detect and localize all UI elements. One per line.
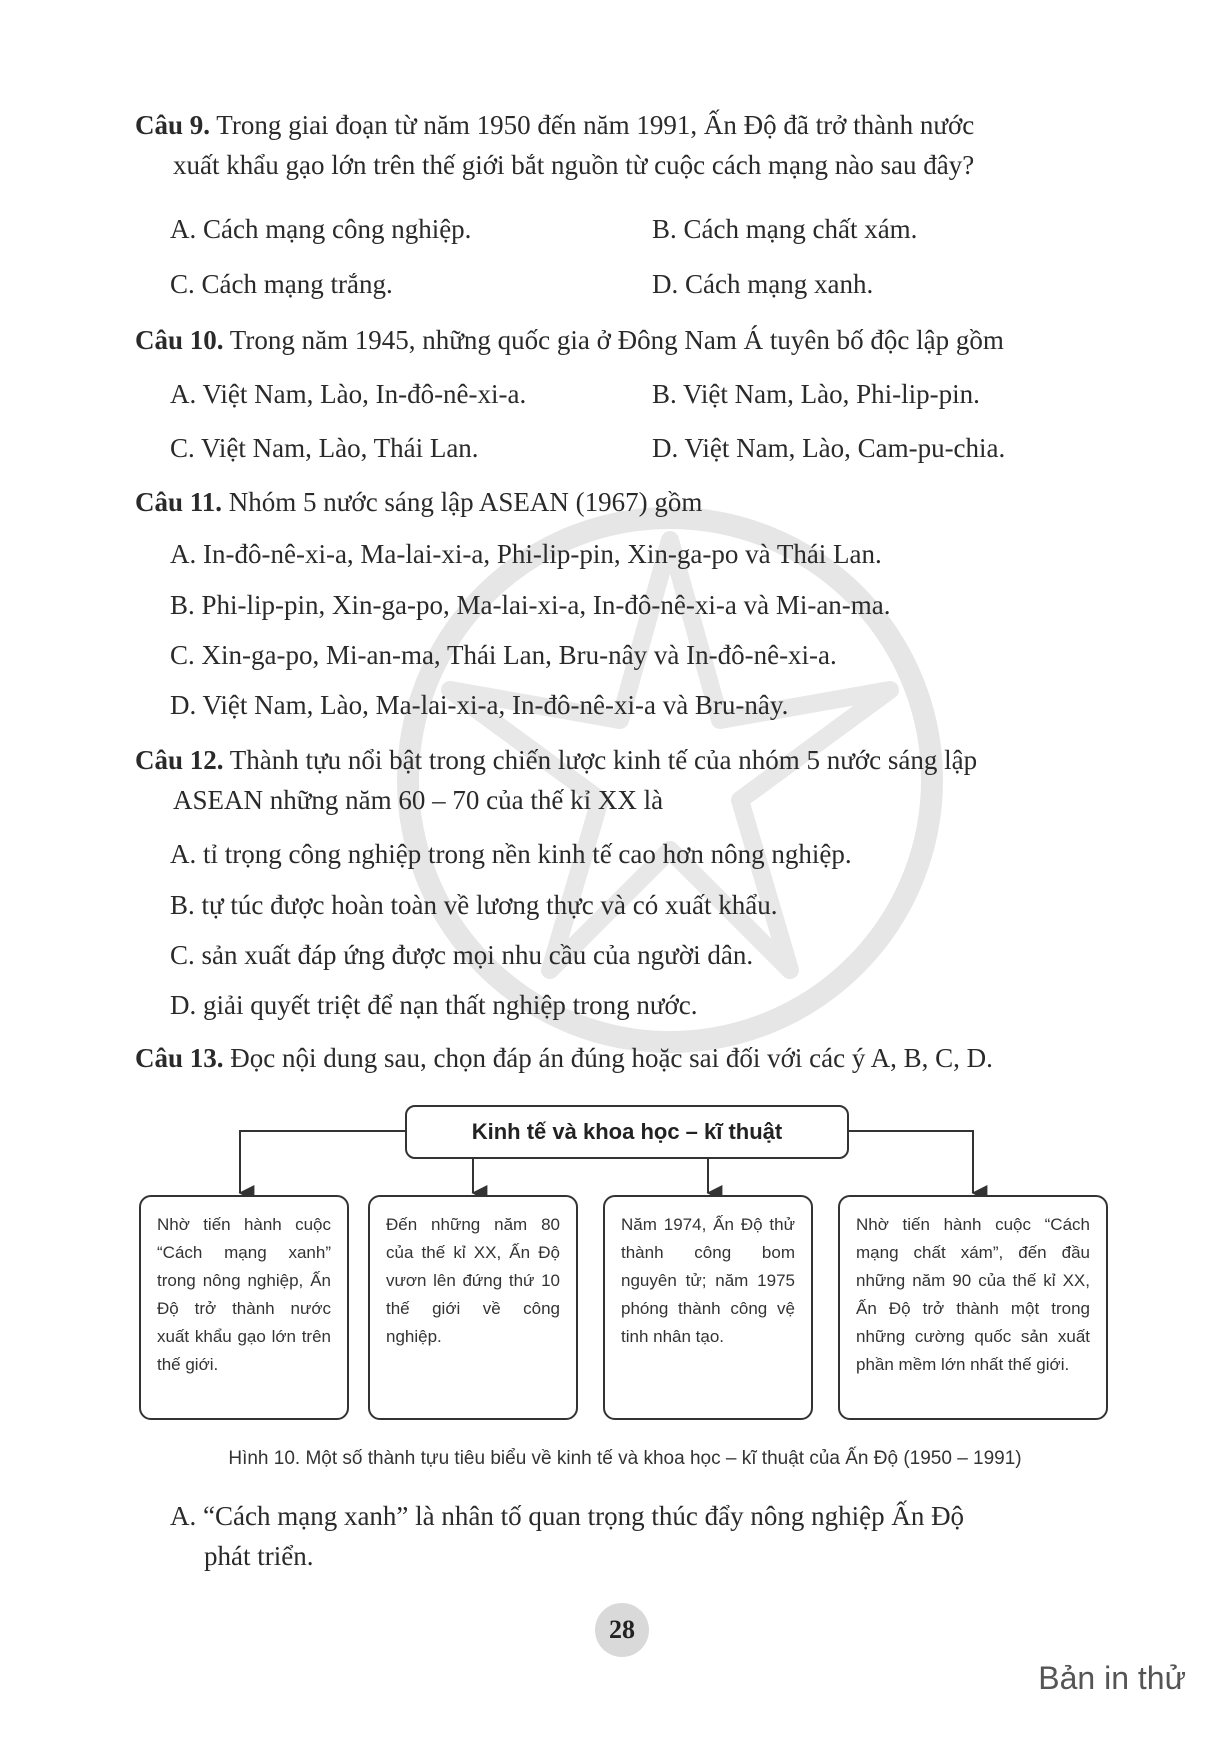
- option-a: A. Việt Nam, Lào, In-đô-nê-xi-a.: [170, 379, 527, 409]
- question-11: [135, 482, 1115, 522]
- question-text: ASEAN những năm 60 – 70 của thế kỉ XX là: [173, 785, 664, 815]
- question-9: [135, 105, 1115, 185]
- option-b: B. Cách mạng chất xám.: [652, 214, 918, 244]
- option-d: D. Việt Nam, Lào, Ma-lai-xi-a, In-đô-nê-xi-a và Bru-nây.: [170, 690, 789, 720]
- question-label: Câu 13.: [135, 1043, 224, 1073]
- question-text: Thành tựu nổi bật trong chiến lược kinh tế của nhóm 5 nước sáng lập: [223, 745, 978, 775]
- statement-text: A. “Cách mạng xanh” là nhân tố quan trọng thúc đẩy nông nghiệp Ấn Độ: [170, 1501, 965, 1531]
- option-d: D. Việt Nam, Lào, Cam-pu-chia.: [652, 433, 1006, 463]
- option-d: D. Cách mạng xanh.: [652, 269, 874, 299]
- figure-caption: Hình 10. Một số thành tựu tiêu biểu về kinh tế và khoa học – kĩ thuật của Ấn Độ (1950 – 1991): [228, 1448, 1022, 1469]
- question-10: [135, 320, 1115, 360]
- option-a: A. In-đô-nê-xi-a, Ma-lai-xi-a, Phi-lip-pin, Xin-ga-po và Thái Lan.: [170, 539, 882, 569]
- option-a: A. Cách mạng công nghiệp.: [170, 214, 472, 244]
- question-label: Câu 9.: [135, 110, 211, 140]
- statement-a: [170, 1496, 1115, 1576]
- option-c: C. Xin-ga-po, Mi-an-ma, Thái Lan, Bru-nây và In-đô-nê-xi-a.: [170, 640, 837, 670]
- question-label: Câu 10.: [135, 325, 224, 355]
- question-13: [135, 1038, 1115, 1078]
- question-label: Câu 12.: [135, 745, 224, 775]
- question-text: Trong giai đoạn từ năm 1950 đến năm 1991, Ấn Độ đã trở thành nước: [210, 110, 975, 140]
- option-c: C. sản xuất đáp ứng được mọi nhu cầu của người dân.: [170, 940, 754, 970]
- question-text: Trong năm 1945, những quốc gia ở Đông Nam Á tuyên bố độc lập gồm: [223, 325, 1004, 355]
- option-c: C. Cách mạng trắng.: [170, 269, 393, 299]
- option-b: B. Phi-lip-pin, Xin-ga-po, Ma-lai-xi-a, In-đô-nê-xi-a và Mi-an-ma.: [170, 590, 891, 620]
- question-text: Nhóm 5 nước sáng lập ASEAN (1967) gồm: [222, 487, 703, 517]
- achievement-box-industry: Đến những năm 80 của thế kỉ XX, Ấn Độ vươn lên đứng thứ 10 thế giới về công nghiệp.: [368, 1195, 578, 1420]
- option-b: B. tự túc được hoàn toàn về lương thực và có xuất khẩu.: [170, 890, 778, 920]
- option-b: B. Việt Nam, Lào, Phi-lip-pin.: [652, 379, 980, 409]
- achievements-diagram: [135, 1100, 1115, 1430]
- option-a: A. tỉ trọng công nghiệp trong nền kinh tế cao hơn nông nghiệp.: [170, 839, 852, 869]
- draft-stamp: Bản in thử: [1038, 1660, 1186, 1696]
- statement-text: phát triển.: [204, 1541, 314, 1571]
- diagram-title: Kinh tế và khoa học – kĩ thuật: [405, 1105, 849, 1159]
- achievement-box-software: Nhờ tiến hành cuộc “Cách mạng chất xám”, đến đầu những năm 90 của thế kỉ XX, Ấn Độ trở thành một trong những cường quốc sản xuất phần mềm lớn nhất thế giới.: [838, 1195, 1108, 1420]
- option-d: D. giải quyết triệt để nạn thất nghiệp trong nước.: [170, 990, 698, 1020]
- option-c: C. Việt Nam, Lào, Thái Lan.: [170, 433, 479, 463]
- question-text: Đọc nội dung sau, chọn đáp án đúng hoặc sai đối với các ý A, B, C, D.: [223, 1043, 993, 1073]
- achievement-box-nuclear-satellite: Năm 1974, Ấn Độ thử thành công bom nguyên tử; năm 1975 phóng thành công vệ tinh nhân tạo.: [603, 1195, 813, 1420]
- question-12: [135, 740, 1115, 820]
- achievement-box-green-revolution: Nhờ tiến hành cuộc “Cách mạng xanh” trong nông nghiệp, Ấn Độ trở thành nước xuất khẩu gạo lớn trên thế giới.: [139, 1195, 349, 1420]
- question-text: xuất khẩu gạo lớn trên thế giới bắt nguồn từ cuộc cách mạng nào sau đây?: [173, 150, 975, 180]
- question-label: Câu 11.: [135, 487, 223, 517]
- page-number: 28: [595, 1603, 649, 1657]
